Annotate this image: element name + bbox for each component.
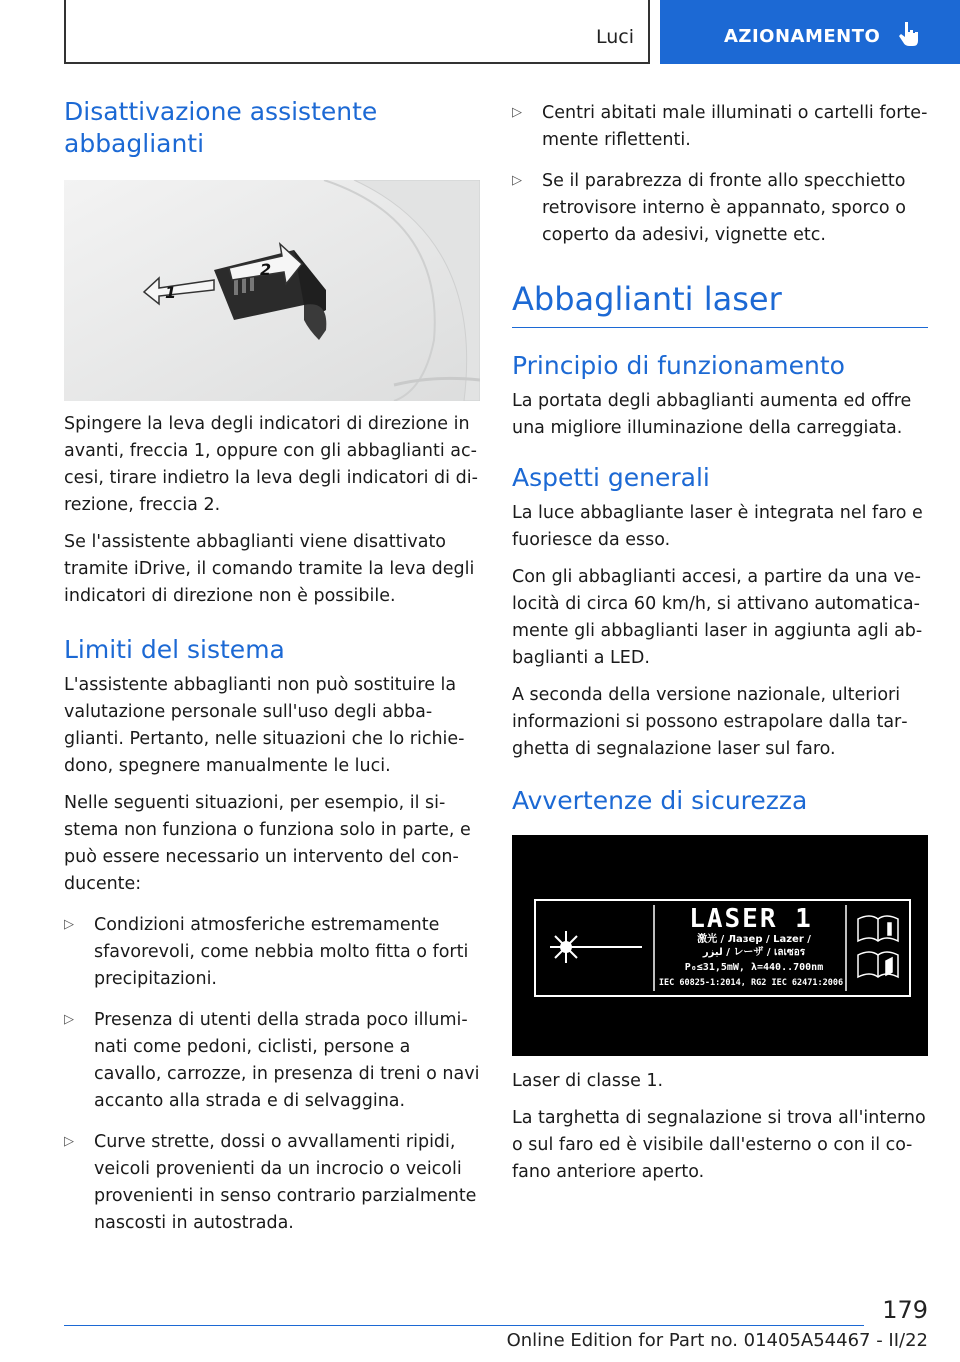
list-item: [512, 168, 928, 249]
list-item-text: Condizioni atmosferiche estremamente sfavorevoli, come nebbia molto fitta o forti precipitazioni.: [94, 915, 469, 989]
figure-caption: Laser di classe 1.: [512, 1071, 664, 1091]
laser-starburst-icon: [550, 931, 642, 963]
header-chapter-tab: [660, 0, 960, 64]
page-number: 179: [882, 1296, 928, 1324]
laser-label-figure: [512, 835, 928, 1056]
arrow-label-2: 2: [260, 260, 272, 279]
turn-signal-lever-illustration: [64, 180, 480, 401]
paragraph: La portata degli abbaglianti aumenta ed offre una migliore illuminazione della carreggiata.: [512, 391, 912, 438]
paragraph: Spingere la leva degli indicatori di direzione in avanti, freccia 1, oppure con gli abbaglianti accesi, tirare indietro la leva degli indicatori di direzione, freccia 2.: [64, 414, 478, 515]
paragraph: Se l'assistente abbaglianti viene disattivato tramite iDrive, il comando tramite la leva degli indicatori di direzione non è possibile.: [64, 532, 475, 606]
laser-plate-langs: 激光 / Лазер / Lazer /: [697, 934, 811, 945]
list-item-text: Centri abitati male illuminati o cartelli fortemente riflettenti.: [542, 103, 928, 150]
triangle-bullet-icon: ▷: [512, 105, 522, 120]
laser-warning-plate: [534, 899, 911, 997]
triangle-bullet-icon: ▷: [512, 173, 522, 188]
triangle-bullet-icon: ▷: [64, 1134, 74, 1149]
header-chapter-label: AZIONAMENTO: [724, 26, 881, 47]
laser-plate-title: LASER 1: [689, 904, 813, 934]
list-item-text: Presenza di utenti della strada poco illuminati come pedoni, ciclisti, persone a cavallo, carrozze, in presenza di treni o navi accanto alla strada e di selvaggina.: [94, 1010, 480, 1111]
laser-plate-standard: IEC 60825-1:2014, RG2 IEC 62471:2006: [658, 978, 844, 988]
list-item-text: Curve strette, dossi o avvallamenti ripidi, veicoli provenienti da un incrocio o veicoli provenienti in senso contrario parzialmente nascosti in autostrada.: [94, 1132, 477, 1233]
header-section-label: Luci: [595, 26, 634, 48]
pointing-hand-icon: [898, 20, 922, 48]
paragraph: A seconda della versione nazionale, ulteriori informazioni si possono estrapolare dalla targhetta di segnalazione laser sul faro.: [512, 685, 908, 759]
triangle-bullet-icon: ▷: [64, 1012, 74, 1027]
subsection-title-avvertenze: Avvertenze di sicurezza: [512, 786, 808, 815]
triangle-bullet-icon: ▷: [64, 917, 74, 932]
paragraph: Con gli abbaglianti accesi, a partire da una velocità di circa 60 km/h, si attivano automaticamente gli abbaglianti laser in aggiunta agli abbaglianti a LED.: [512, 567, 923, 668]
arrow-label-1: 1: [165, 283, 177, 302]
left-column: [64, 96, 480, 1237]
section-title-limiti: Limiti del sistema: [64, 635, 285, 664]
header-section-box: [64, 0, 650, 64]
subsection-title-principio: Principio di funzionamento: [512, 351, 845, 380]
edition-note: Online Edition for Part no. 01405A54467 - II/22: [506, 1330, 928, 1351]
list-item: [512, 100, 928, 154]
paragraph: L'assistente abbaglianti non può sostituire la valutazione personale sull'uso degli abbaglianti. Pertanto, nelle situazioni che lo richiedono, spegnere manualmente le luci.: [64, 675, 465, 776]
section-title-abbaglianti-laser: Abbaglianti laser: [512, 279, 928, 328]
lever-figure: [64, 180, 480, 401]
list-item: [64, 1007, 480, 1115]
footer-divider: [64, 1325, 864, 1326]
paragraph: La targhetta di segnalazione si trova all'interno o sul faro ed è visibile dall'esterno o con il cofano anteriore aperto.: [512, 1108, 926, 1182]
laser-plate-power: P₀≤31,5mW, λ=440..700nm: [684, 962, 824, 973]
paragraph: La luce abbagliante laser è integrata nel faro e fuoriesce da esso.: [512, 503, 923, 550]
laser-plate-langs2: ليزر / レーザ / เลเซอร: [702, 947, 806, 958]
section-title-disattivazione: Disattivazione assistente abbaglianti: [64, 97, 378, 158]
read-manual-icon: [858, 916, 898, 977]
list-item-text: Se il parabrezza di fronte allo specchietto retrovisore interno è appannato, sporco o coperto da adesivi, vignette etc.: [542, 171, 906, 245]
paragraph: Nelle seguenti situazioni, per esempio, il sistema non funziona o funziona solo in parte, e può essere necessario un intervento del conducente:: [64, 793, 471, 894]
subsection-title-aspetti: Aspetti generali: [512, 463, 710, 492]
list-item: [64, 1129, 480, 1237]
right-column: [512, 96, 928, 1186]
list-item: [64, 912, 480, 993]
